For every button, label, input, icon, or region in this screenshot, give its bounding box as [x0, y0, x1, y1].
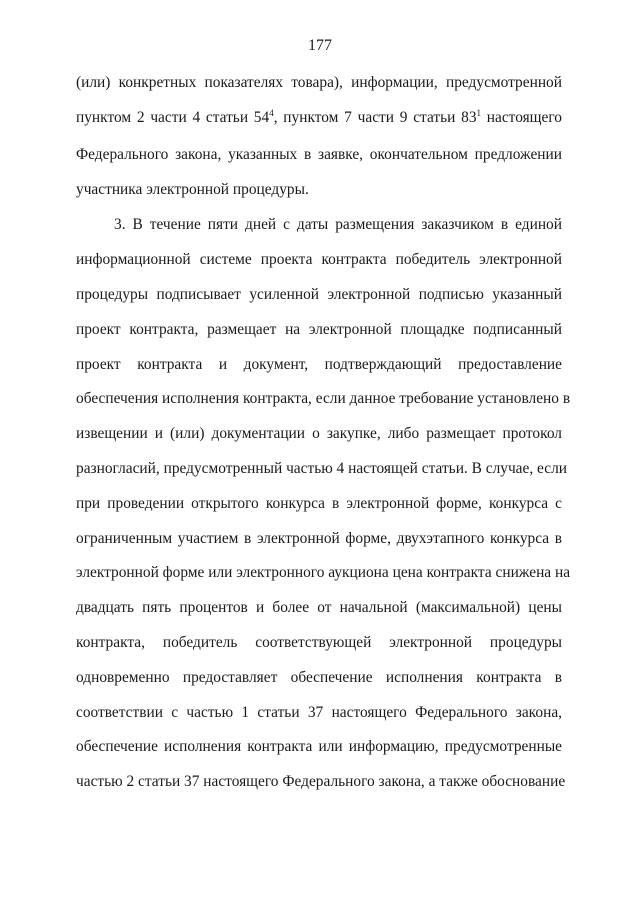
text-line: (или) конкретных показателях товара), информации, предусмотренной	[76, 74, 562, 91]
text-line: частью 2 статьи 37 настоящего Федерального закона, а также обоснование	[76, 773, 566, 790]
text-line	[76, 108, 562, 128]
text-line: проект контракта, размещает на электронной площадке подписанный	[76, 321, 562, 338]
text-line: участника электронной процедуры.	[76, 181, 309, 198]
text-line: Федерального закона, указанных в заявке, окончательном предложении	[76, 146, 562, 163]
text-line: электронной форме или электронного аукциона цена контракта снижена на	[76, 564, 571, 581]
text-fragment: пунктом 2 части 4 статьи 54	[76, 109, 270, 126]
text-line: извещении и (или) документации о закупке, либо размещает протокол	[76, 425, 562, 442]
superscript: 1	[476, 107, 482, 118]
superscript: 4	[269, 107, 274, 118]
text-line: двадцать пять процентов и более от начальной (максимальной) цены	[76, 599, 562, 616]
text-fragment: , пунктом 7 части 9 статьи 83	[273, 109, 477, 126]
text-line: контракта, победитель соответствующей электронной процедуры	[76, 634, 562, 651]
text-line: соответствии с частью 1 статьи 37 настоящего Федерального закона,	[76, 704, 562, 721]
page-number: 177	[308, 37, 332, 54]
text-line: разногласий, предусмотренный частью 4 настоящей статьи. В случае, если	[76, 460, 568, 477]
text-line: ограниченным участием в электронной форме, двухэтапного конкурса в	[76, 530, 562, 547]
text-line: информационной системе проекта контракта победитель электронной	[76, 251, 562, 268]
text-line: одновременно предоставляет обеспечение исполнения контракта в	[76, 669, 562, 686]
text-line: процедуры подписывает усиленной электронной подписью указанный	[76, 286, 562, 303]
text-fragment: настоящего	[481, 109, 562, 126]
text-line: проект контракта и документ, подтверждающий предоставление	[76, 356, 562, 373]
text-line: при проведении открытого конкурса в электронной форме, конкурса с	[76, 495, 562, 512]
text-line: обеспечение исполнения контракта или информацию, предусмотренные	[76, 738, 562, 755]
text-line: 3. В течение пяти дней с даты размещения заказчиком в единой	[114, 216, 562, 233]
text-line: обеспечения исполнения контракта, если данное требование установлено в	[76, 390, 571, 407]
